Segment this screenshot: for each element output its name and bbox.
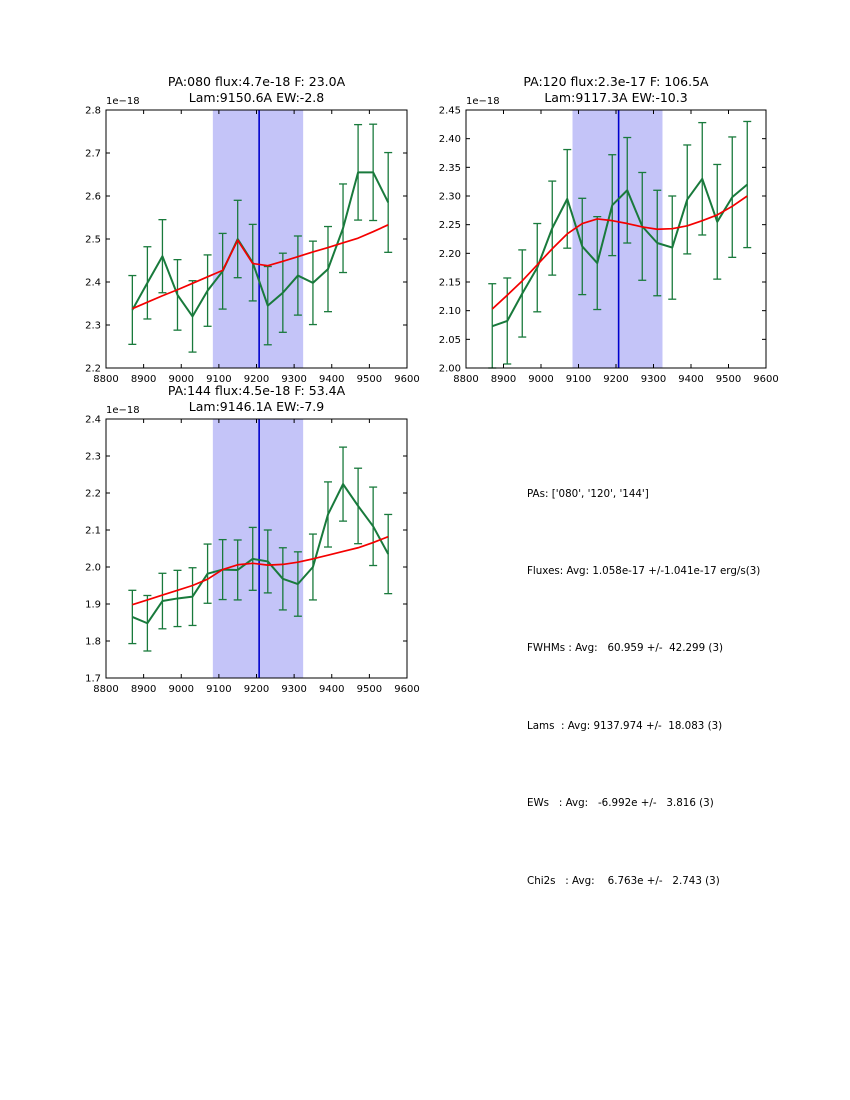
svg-text:8900: 8900 xyxy=(130,374,157,385)
svg-text:9200: 9200 xyxy=(603,374,629,385)
svg-text:1.8: 1.8 xyxy=(85,636,101,648)
y-offset-label: 1e−18 xyxy=(106,96,140,107)
svg-text:9000: 9000 xyxy=(168,684,194,695)
plot-title-line2: Lam:9146.1A EW:-7.9 xyxy=(188,399,325,414)
svg-text:2.30: 2.30 xyxy=(438,191,461,203)
stats-line-ews: EWs : Avg: -6.992e +/- 3.816 (3) xyxy=(527,797,714,810)
svg-text:9100: 9100 xyxy=(206,684,232,695)
selection-band xyxy=(213,110,303,368)
svg-text:8800: 8800 xyxy=(93,374,119,385)
svg-text:1.9: 1.9 xyxy=(85,599,101,611)
svg-text:2.6: 2.6 xyxy=(85,191,101,203)
plot-title-line2: Lam:9117.3A EW:-10.3 xyxy=(544,90,688,105)
svg-text:9200: 9200 xyxy=(243,684,270,695)
svg-text:8800: 8800 xyxy=(453,374,479,385)
svg-text:2.15: 2.15 xyxy=(438,277,461,289)
selection-band xyxy=(573,110,663,368)
stats-line-fluxes: Fluxes: Avg: 1.058e-17 +/-1.041e-17 erg/s(3) xyxy=(527,564,761,577)
stats-line-chi2s: Chi2s : Avg: 6.763e +/- 2.743 (3) xyxy=(527,874,720,887)
svg-text:9100: 9100 xyxy=(565,374,592,385)
svg-text:9400: 9400 xyxy=(678,374,704,385)
svg-text:2.10: 2.10 xyxy=(438,306,461,318)
svg-text:9600: 9600 xyxy=(394,374,420,385)
svg-text:9300: 9300 xyxy=(281,374,307,385)
svg-text:9300: 9300 xyxy=(640,374,667,385)
selection-band xyxy=(213,419,303,678)
plot-title-line1: PA:144 flux:4.5e-18 F: 53.4A xyxy=(167,383,346,398)
svg-text:2.2: 2.2 xyxy=(85,363,101,375)
svg-text:1.7: 1.7 xyxy=(85,673,101,685)
svg-text:2.7: 2.7 xyxy=(85,148,101,160)
svg-text:2.20: 2.20 xyxy=(438,248,461,260)
svg-text:2.40: 2.40 xyxy=(438,134,461,146)
svg-text:2.35: 2.35 xyxy=(438,162,461,174)
svg-text:9300: 9300 xyxy=(281,684,307,695)
plot-title-line2: Lam:9150.6A EW:-2.8 xyxy=(188,90,325,105)
y-offset-label: 1e−18 xyxy=(106,405,140,416)
plot-title-line1: PA:120 flux:2.3e-17 F: 106.5A xyxy=(523,74,709,89)
svg-text:2.2: 2.2 xyxy=(85,488,101,500)
svg-text:2.3: 2.3 xyxy=(85,320,101,332)
svg-text:9000: 9000 xyxy=(168,374,194,385)
svg-text:9600: 9600 xyxy=(753,374,779,385)
stats-line-fwhms: FWHMs : Avg: 60.959 +/- 42.299 (3) xyxy=(527,642,724,655)
svg-text:2.0: 2.0 xyxy=(85,562,101,574)
stats-line-pas: PAs: ['080', '120', '144'] xyxy=(527,487,649,500)
plot-pa144 xyxy=(85,383,420,695)
svg-text:9600: 9600 xyxy=(394,684,420,695)
svg-text:9100: 9100 xyxy=(206,374,232,385)
plot-pa080 xyxy=(85,74,420,385)
svg-text:2.05: 2.05 xyxy=(438,334,461,346)
svg-text:8800: 8800 xyxy=(93,684,119,695)
plot-pa120 xyxy=(439,74,779,385)
svg-text:2.3: 2.3 xyxy=(85,451,101,463)
svg-text:9200: 9200 xyxy=(243,374,270,385)
svg-text:2.00: 2.00 xyxy=(438,363,461,375)
svg-text:9500: 9500 xyxy=(356,684,383,695)
svg-text:2.25: 2.25 xyxy=(438,220,461,232)
svg-text:2.8: 2.8 xyxy=(85,105,101,117)
y-offset-label: 1e−18 xyxy=(466,96,500,107)
svg-text:2.4: 2.4 xyxy=(85,414,101,426)
svg-text:9500: 9500 xyxy=(715,374,742,385)
svg-text:8900: 8900 xyxy=(490,374,517,385)
svg-text:2.4: 2.4 xyxy=(85,277,101,289)
svg-text:9400: 9400 xyxy=(319,374,345,385)
svg-text:9400: 9400 xyxy=(319,684,345,695)
svg-text:2.45: 2.45 xyxy=(438,105,461,117)
svg-text:8900: 8900 xyxy=(130,684,157,695)
stats-line-lams: Lams : Avg: 9137.974 +/- 18.083 (3) xyxy=(527,719,723,732)
svg-text:2.5: 2.5 xyxy=(85,234,101,246)
plot-title-line1: PA:080 flux:4.7e-18 F: 23.0A xyxy=(167,74,346,89)
svg-text:2.1: 2.1 xyxy=(85,525,101,537)
stats-panel xyxy=(527,430,760,946)
svg-text:9000: 9000 xyxy=(528,374,554,385)
svg-text:9500: 9500 xyxy=(356,374,383,385)
